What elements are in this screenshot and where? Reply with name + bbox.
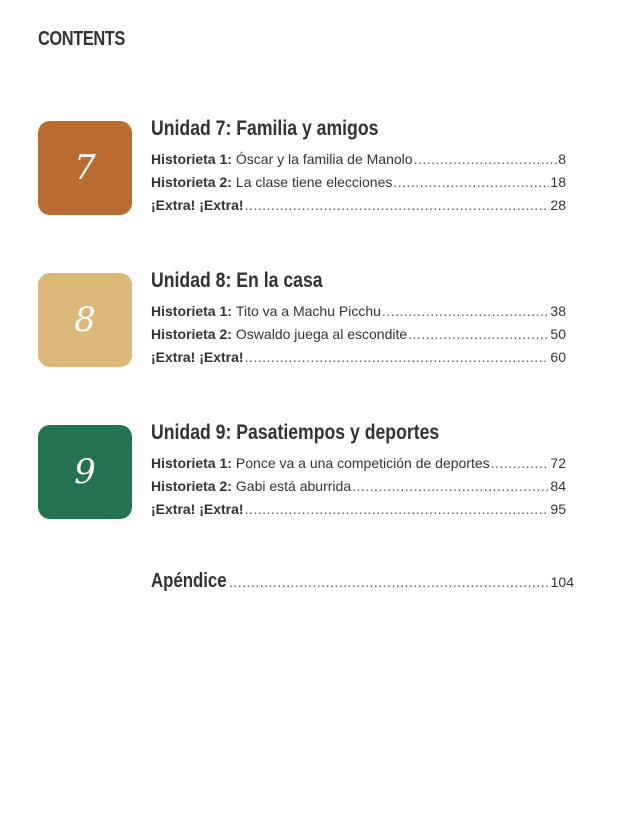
entry-label: Historieta 1: [151, 303, 232, 319]
unit-number-badge: 7 [38, 121, 132, 215]
unit-title[interactable]: Unidad 8: En la casa [151, 269, 323, 292]
page-number: 95 [550, 501, 566, 517]
unit-number-badge: 8 [38, 273, 132, 367]
entry-label: Historieta 2: [151, 478, 232, 494]
toc-entry[interactable] [151, 197, 566, 217]
dot-leader [408, 326, 549, 342]
dot-leader [414, 151, 558, 167]
unit-title[interactable]: Unidad 9: Pasatiempos y deportes [151, 421, 440, 444]
page-number: 50 [550, 326, 566, 342]
entry-label: ¡Extra! ¡Extra! [151, 501, 244, 517]
unit-number-badge: 9 [38, 425, 132, 519]
entry-label: ¡Extra! ¡Extra! [151, 349, 244, 365]
toc-entry[interactable] [151, 303, 566, 323]
entry-text: La clase tiene elecciones [235, 174, 393, 190]
entry-text: Tito va a Machu Picchu [235, 303, 381, 319]
entry-label: Historieta 2: [151, 174, 232, 190]
unit-section-9 [0, 421, 640, 535]
dot-leader [491, 455, 550, 471]
page-number: 38 [550, 303, 566, 319]
entry-text: Óscar y la familia de Manolo [235, 151, 413, 167]
page-number: 84 [550, 478, 566, 494]
page-number: 18 [550, 174, 566, 190]
toc-entry[interactable] [151, 349, 566, 369]
unit-section-7 [0, 117, 640, 231]
dot-leader [245, 501, 550, 517]
page-number: 72 [550, 455, 566, 471]
dot-leader [393, 174, 549, 190]
entry-label: ¡Extra! ¡Extra! [151, 197, 244, 213]
toc-entry-appendix[interactable] [151, 570, 574, 596]
page-number: 28 [550, 197, 566, 213]
page-number: 60 [550, 349, 566, 365]
page-number: 104 [550, 574, 574, 590]
entry-label: Historieta 1: [151, 455, 232, 471]
page-title: CONTENTS [38, 28, 125, 50]
toc-entry[interactable] [151, 151, 566, 171]
entry-label: Historieta 2: [151, 326, 232, 342]
dot-leader [245, 349, 550, 365]
entry-text: Gabi está aburrida [235, 478, 352, 494]
toc-entry[interactable] [151, 174, 566, 194]
entry-text: Oswaldo juega al escondite [235, 326, 408, 342]
dot-leader [229, 574, 551, 590]
toc-entry[interactable] [151, 478, 566, 498]
page-number: 8 [558, 151, 566, 167]
toc-entry[interactable] [151, 455, 566, 475]
unit-title[interactable]: Unidad 7: Familia y amigos [151, 117, 379, 140]
entry-text: Ponce va a una competición de deportes [235, 455, 490, 471]
dot-leader [382, 303, 550, 319]
dot-leader [245, 197, 550, 213]
appendix-title: Apéndice [151, 570, 227, 592]
toc-entry[interactable] [151, 326, 566, 346]
entry-label: Historieta 1: [151, 151, 232, 167]
dot-leader [352, 478, 549, 494]
unit-section-8 [0, 269, 640, 383]
toc-entry[interactable] [151, 501, 566, 521]
